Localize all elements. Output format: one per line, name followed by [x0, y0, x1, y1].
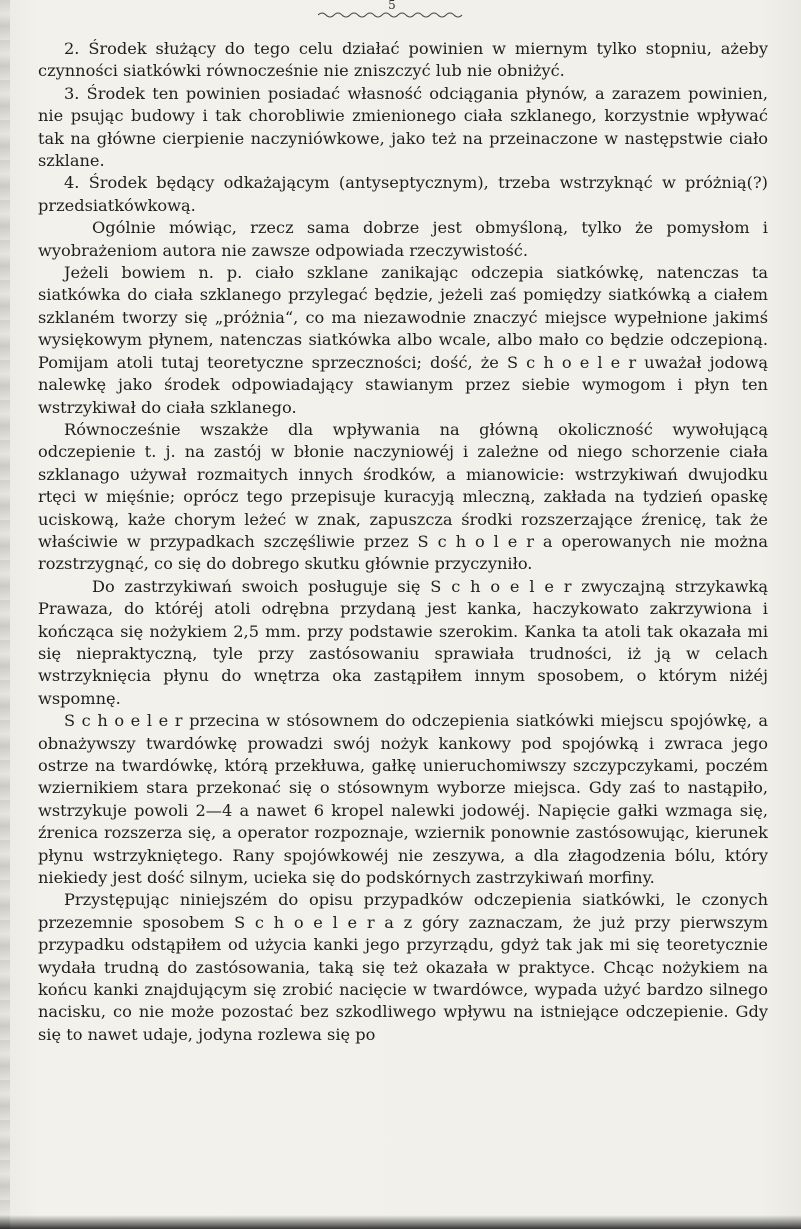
paragraph-general-remark: Ogólnie mówiąc, rzecz sama dobrze jest obmyśloną, tylko że pomysłom i wyobrażeniom autora nie zawsze odpowiada rzeczywistość. [38, 218, 768, 260]
paragraph-point-2: 2. Środek służący do tego celu działać powinien w miernym tylko stopniu, ażeby czynności siatkówki równocześnie nie zniszczyć lub nie obniżyć. [38, 39, 768, 81]
paragraph-detachment-theory: Jeżeli bowiem n. p. ciało szklane zanikając odczepia siatkówkę, natenczas ta siatkówka do ciała szklanego przylegać będzie, jeżeli zaś pomiędzy siatkówką a ciałem szklaném tworzy się „próżnia“, co ma niezawodnie znaczyć miejsce wypełnione jakimś wysiękowym płynem, natenczas siatkówka albo wcale, albo mało co będzie odczepioną. Pomijam atoli tutaj teoretyczne sprzeczności; dość, że S c h o e l e r uważał jodową nalewkę jako środek odpowiadający stawianym przez siebie wymogom i płyn ten wstrzykiwał do ciała szklanego. [38, 263, 768, 417]
page-number: 5 [388, 0, 396, 10]
body-text [38, 38, 768, 1046]
paragraph-point-4: 4. Środek będący odkażającym (antyseptycznym), trzeba wstrzyknąć w próżnią(?) przedsiatkówkową. [38, 173, 768, 215]
page-bottom-shadow [0, 1215, 801, 1229]
paragraph-syringe-description: Do zastrzykiwań swoich posługuje się S c h o e l e r zwyczajną strzykawką Prawaza, do któréj atoli odrębna przydaną jest kanka, haczykowato zakrzywiona i kończąca się nożykiem 2,5 mm. przy podstawie szerokim. Kanka ta atoli tak okazała mi się niepraktyczną, tyle przy zastósowaniu sprawiała trudności, iż ją w celach wstrzyknięcia płynu do wnętrza oka zastąpiłem innym sposobem, o którym niżéj wspomnę. [38, 576, 768, 708]
paragraph-point-3: 3. Środek ten powinien posiadać własność odciągania płynów, a zarazem powinien, nie psując budowy i tak chorobliwie zmienionego ciała szklanego, korzystnie wpływać tak na główne cierpienie naczyniówkowe, jako też na przeinaczone w następstwie ciało szklane. [38, 83, 768, 171]
paragraph-case-introduction: Przystępując niniejszém do opisu przypadków odczepienia siatkówki, le czonych przezemnie sposobem S c h o e l e r a z góry zaznaczam, że już przy pierwszym przypadku odstąpiłem od użycia kanki jego przyrządu, gdyż tak jak mi się teoretycznie wydała trudną do zastósowania, taką się też okazała w praktyce. Chcąc nożykiem na końcu kanki znajdującym się zrobić nacięcie w twardówce, wypada użyć bardzo silnego nacisku, co nie może pozostać bez szkodliwego wpływu na istniejące odczepienie. Gdy się to nawet udaje, jodyna rozlewa się po [38, 890, 768, 1044]
paragraph-procedure: S c h o e l e r przecina w stósownem do odczepienia siatkówki miejscu spojówkę, a obnażywszy twardówkę prowadzi swój nożyk kankowy pod spojówką i zwraca jego ostrze na twardówkę, którą przekłuwa, gałkę unieruchomiwszy szczypczykami, poczém wziernikiem stara przekonać się o stósownym wyborze miejsca. Gdy zaś to nastąpiło, wstrzykuje powoli 2—4 a nawet 6 kropel nalewki jodowéj. Napięcie gałki wzmaga się, źrenica rozszerza się, a operator rozpoznaje, wziernik ponownie zastósowując, kierunek płynu wstrzykniętego. Rany spojówkowéj nie zeszywa, a dla złagodzenia bólu, który niekiedy jest dość silnym, ucieka się do podskórnych zastrzykiwań morfiny. [38, 711, 768, 888]
header-ornament [318, 10, 466, 20]
paragraph-additional-treatments: Równocześnie wszakże dla wpływania na główną okoliczność wywołującą odczepienie t. j. na zastój w błonie naczyniowéj i zależne od niego schorzenie ciała szklanago używał rozmaitych innych środków, a mianowicie: wstrzykiwań dwujodku rtęci w mięśnie; oprócz tego przepisuje kuracyją mleczną, zakłada na tydzień opaskę uciskową, każe chorym leżeć w znak, zapuszcza środki rozszerzające źrenicę, tak że właściwie w przypadkach szczęśliwie przez S c h o l e r a operowanych nie można rozstrzygnąć, co się do dobrego skutku głównie przyczyniło. [38, 419, 768, 574]
binding-edge [0, 0, 10, 1229]
